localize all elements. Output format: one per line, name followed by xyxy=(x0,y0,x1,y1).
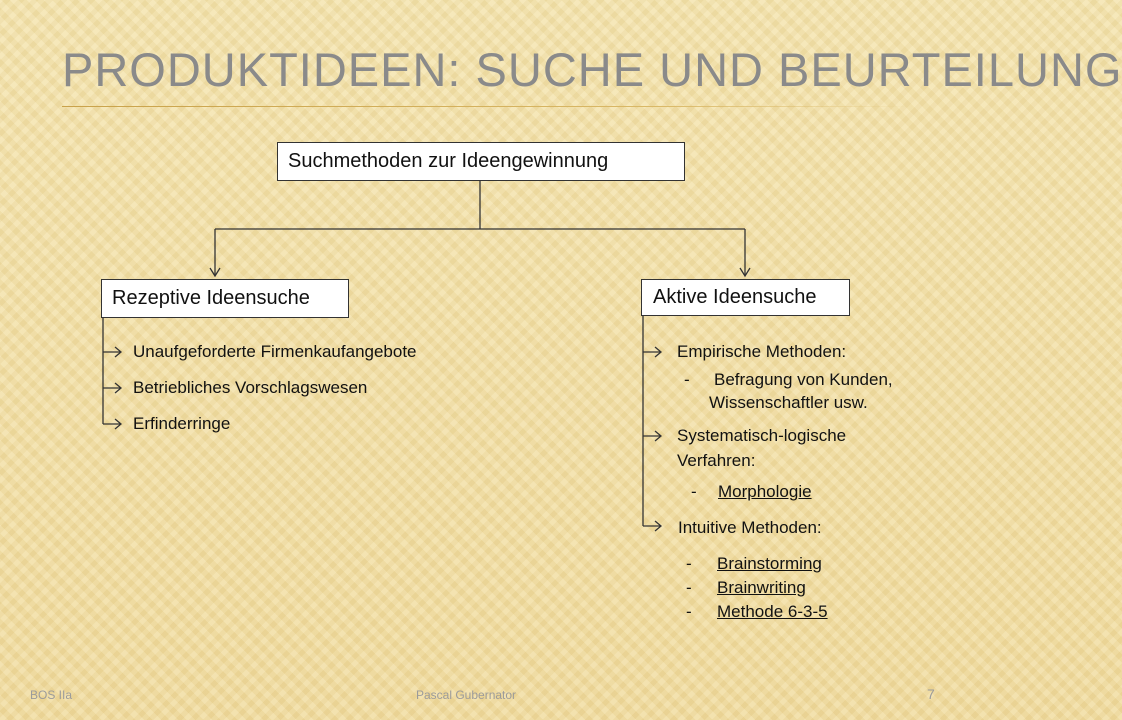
bullet-dash: - xyxy=(686,602,692,621)
empirical-sub-line2: Wissenschaftler usw. xyxy=(709,393,868,412)
intuitive-methods-label: Intuitive Methoden: xyxy=(678,518,822,537)
active-search-box xyxy=(641,279,850,316)
list-item: Unaufgeforderte Firmenkaufangebote xyxy=(133,342,417,361)
list-item: Erfinderringe xyxy=(133,414,231,433)
receptive-search-box xyxy=(101,279,349,318)
empirical-sub-line1: Befragung von Kunden, xyxy=(714,370,893,389)
footer-course: BOS IIa xyxy=(30,688,73,702)
receptive-search-label: Rezeptive Ideensuche xyxy=(112,287,310,309)
brainstorming-link[interactable]: Brainstorming xyxy=(717,554,822,573)
search-methods-label: Suchmethoden zur Ideengewinnung xyxy=(288,150,609,172)
systematic-methods-label-line2: Verfahren: xyxy=(677,451,756,470)
active-search-label: Aktive Ideensuche xyxy=(653,286,817,308)
page-number: 7 xyxy=(927,686,935,702)
bullet-dash: - xyxy=(684,370,690,389)
systematic-methods-label-line1: Systematisch-logische xyxy=(677,426,847,445)
brainwriting-link[interactable]: Brainwriting xyxy=(717,578,806,597)
bullet-dash: - xyxy=(686,578,692,597)
slide-title: PRODUKTIDEEN: SUCHE UND BEURTEILUNG xyxy=(62,43,1122,96)
bullet-dash: - xyxy=(686,554,692,573)
empirical-methods-label: Empirische Methoden: xyxy=(677,342,847,361)
morphologie-link[interactable]: Morphologie xyxy=(718,482,812,501)
list-item: Betriebliches Vorschlagswesen xyxy=(133,378,368,397)
method-635-link[interactable]: Methode 6-3-5 xyxy=(717,602,828,621)
bullet-dash: - xyxy=(691,482,697,501)
footer-author: Pascal Gubernator xyxy=(416,688,517,702)
search-methods-box xyxy=(277,142,685,181)
